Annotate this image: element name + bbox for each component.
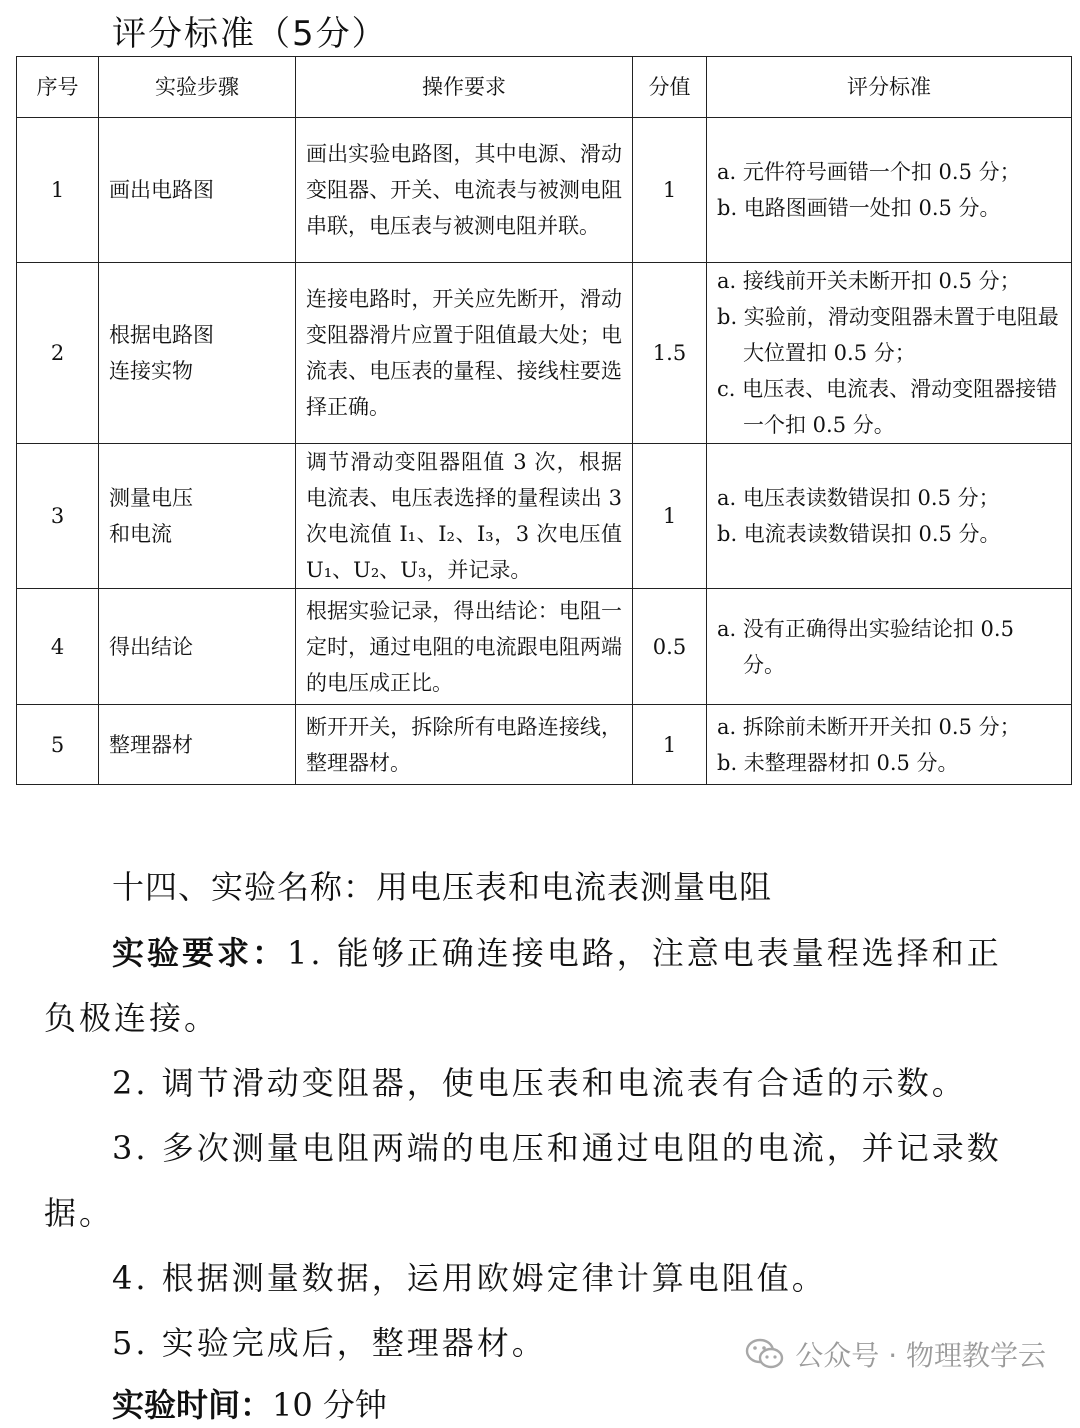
row-requirement: 根据实验记录，得出结论：电阻一定时，通过电阻的电流跟电阻两端的电压成正比。: [296, 589, 633, 705]
row-criteria: [707, 589, 1072, 705]
criteria-item: a. 元件符号画错一个扣 0.5 分；: [717, 160, 1021, 184]
section-title: 十四、实验名称：用电压表和电流表测量电阻: [112, 868, 773, 906]
col-header-criteria: 评分标准: [707, 57, 1072, 118]
table-row: [17, 705, 1072, 785]
row-score: 1: [633, 118, 707, 263]
col-header-step: 实验步骤: [99, 57, 296, 118]
criteria-item: a. 电压表读数错误扣 0.5 分；: [717, 486, 1000, 510]
table-row: [17, 118, 1072, 263]
row-criteria: [707, 705, 1072, 785]
requirement-5: 5. 实验完成后，整理器材。: [112, 1324, 547, 1362]
row-step: 根据电路图 连接实物: [99, 263, 296, 444]
col-header-no: 序号: [17, 57, 99, 118]
row-no: 5: [17, 705, 99, 785]
table-row: [17, 263, 1072, 444]
row-no: 1: [17, 118, 99, 263]
row-requirement: 断开开关，拆除所有电路连接线，整理器材。: [296, 705, 633, 785]
col-header-score: 分值: [633, 57, 707, 118]
row-no: 3: [17, 444, 99, 589]
time-value: 10 分钟: [272, 1386, 387, 1424]
criteria-item: a. 拆除前未断开开关扣 0.5 分；: [717, 714, 1021, 739]
requirement-3: 3. 多次测量电阻两端的电压和通过电阻的电流，并记录数: [112, 1129, 1002, 1167]
watermark: [745, 1334, 1046, 1374]
table-row: [17, 444, 1072, 589]
requirement-line-1: [112, 928, 1002, 974]
row-requirement: 连接电路时，开关应先断开，滑动变阻器滑片应置于阻值最大处；电流表、电压表的量程、接线柱要选择正确。: [296, 263, 633, 444]
row-no: 4: [17, 589, 99, 705]
criteria-item: b. 电流表读数错误扣 0.5 分。: [717, 522, 1001, 546]
requirement-1-text: 1. 能够正确连接电路，注意电表量程选择和正: [287, 934, 1002, 972]
row-score: 1: [633, 444, 707, 589]
table-header-row: [17, 57, 1072, 118]
watermark-text: 公众号 · 物理教学云: [795, 1339, 1046, 1372]
requirement-3-continued: 据。: [44, 1194, 115, 1232]
row-criteria: [707, 118, 1072, 263]
row-score: 1.5: [633, 263, 707, 444]
criteria-item: a. 没有正确得出实验结论扣 0.5 分。: [717, 616, 1014, 677]
row-step: 画出电路图: [99, 118, 296, 263]
criteria-item: b. 未整理器材扣 0.5 分。: [717, 750, 959, 775]
row-step: 整理器材: [99, 705, 296, 785]
criteria-item: b. 电路图画错一处扣 0.5 分。: [717, 196, 1001, 220]
criteria-item: a. 接线前开关未断开扣 0.5 分；: [717, 269, 1021, 293]
row-no: 2: [17, 263, 99, 444]
row-step: 测量电压 和电流: [99, 444, 296, 589]
requirement-2: 2. 调节滑动变阻器，使电压表和电流表有合适的示数。: [112, 1064, 967, 1102]
experiment-time: [112, 1380, 387, 1426]
criteria-item: c. 电压表、电流表、滑动变阻器接错一个扣 0.5 分。: [717, 377, 1058, 437]
scoring-table: [16, 56, 1072, 785]
requirement-1-continued: 负极连接。: [44, 999, 220, 1037]
requirement-4: 4. 根据测量数据，运用欧姆定律计算电阻值。: [112, 1259, 827, 1297]
row-requirement: 调节滑动变阻器阻值 3 次，根据电流表、电压表选择的量程读出 3 次电流值 I₁、I₂、I₃，3 次电压值 U₁、U₂、U₃，并记录。: [296, 444, 633, 589]
row-score: 1: [633, 705, 707, 785]
row-criteria: [707, 444, 1072, 589]
wechat-icon: [745, 1337, 785, 1371]
time-label: 实验时间：: [112, 1386, 273, 1424]
row-criteria: [707, 263, 1072, 444]
row-score: 0.5: [633, 589, 707, 705]
criteria-item: b. 实验前，滑动变阻器未置于电阻最大位置扣 0.5 分；: [717, 305, 1059, 365]
requirement-label: 实验要求：: [112, 934, 288, 972]
col-header-requirement: 操作要求: [296, 57, 633, 118]
row-requirement: 画出实验电路图，其中电源、滑动变阻器、开关、电流表与被测电阻串联，电压表与被测电阻并联。: [296, 118, 633, 263]
row-step: 得出结论: [99, 589, 296, 705]
scoring-heading: 评分标准（5分）: [112, 14, 388, 54]
table-row: [17, 589, 1072, 705]
